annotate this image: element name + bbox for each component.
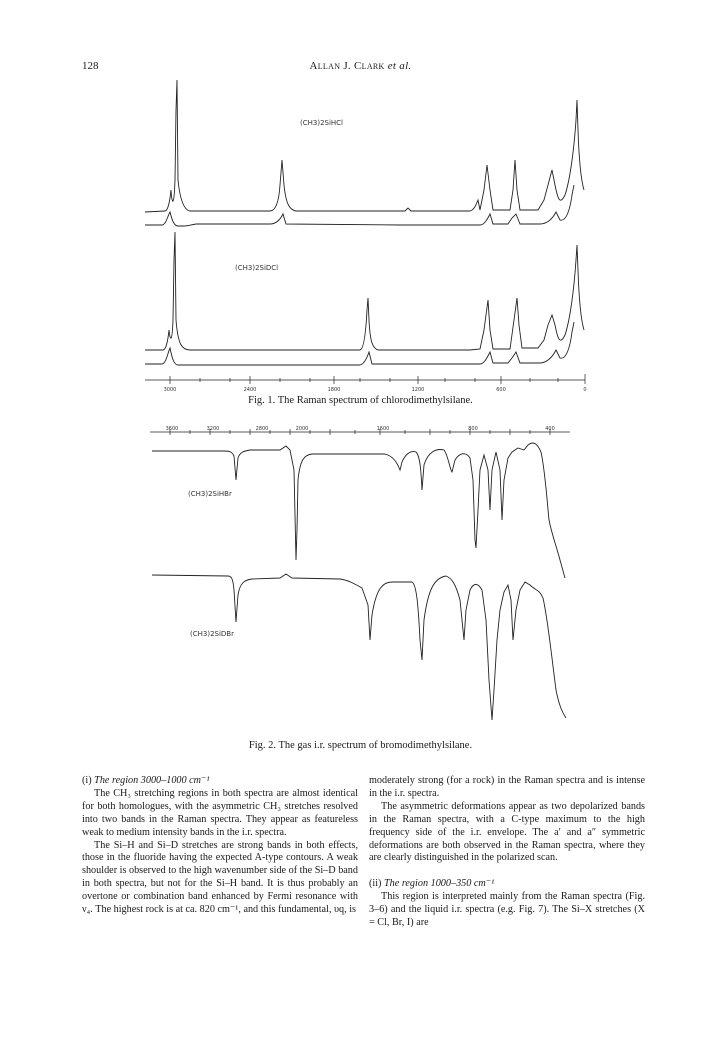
paragraph: This region is interpreted mainly from the Raman spectra (Fig. 3–6) and the liquid i.r. spectra (e.g. Fig. 7). The Si–X stretches (X = Cl, Br, I) are (369, 891, 645, 929)
ir-label-dbr: (CH3)2SiDBr (190, 630, 234, 638)
raman-label-hcl: (CH3)2SiHCl (300, 119, 344, 127)
paragraph: The Si–H and Si–D stretches are strong bands in both effects, those in the fluoride having the expected A-type contours. A weak shoulder is observed to the high wavenumber side of the Si–D band in both spectra, but not for the Si–H band. It is thus probably an overtone or combination band enhanced by Fermi resonance with ν₄. The highest rock is at ca. 820 cm⁻¹, and this fundamental, υq, is (82, 839, 358, 916)
ir-label-hbr: (CH3)2SiHBr (188, 490, 232, 498)
raman-tick-label: 1800 (327, 387, 341, 393)
raman-tick-label: 2400 (243, 387, 257, 393)
ir-tick-label: 2800 (255, 426, 269, 432)
raman-tick-label: 3000 (163, 387, 177, 393)
raman-tick-label: 1200 (411, 387, 425, 393)
ir-tick-label: 3600 (165, 426, 179, 432)
ir-tick-label: 800 (468, 426, 478, 432)
ir-tick-label: 400 (545, 426, 555, 432)
figure-1-caption: Fig. 1. The Raman spectrum of chlorodimethylsilane. (248, 395, 473, 406)
running-head-author: Allan J. Clark (309, 60, 385, 72)
right-column (369, 775, 645, 930)
ir-tick-label: 3200 (206, 426, 220, 432)
raman-tick-label: 0 (583, 387, 587, 393)
running-head-etal: et al. (387, 60, 412, 72)
ir-tick-label: 2000 (295, 426, 309, 432)
raman-tick-label: 600 (496, 387, 506, 393)
ir-tick-label: 1600 (376, 426, 390, 432)
section-heading-region-ii: (ii) The region 1000–350 cm⁻¹ (369, 878, 495, 890)
ir-dbr-trace (152, 574, 566, 720)
raman-label-dcl: (CH3)2SiDCl (235, 264, 279, 272)
ir-hbr-trace (152, 443, 565, 578)
paragraph: The asymmetric deformations appear as two depolarized bands in the Raman spectra, with a C-type maximum to the high frequency side of the i.r. envelope. The a′ and a″ symmetric deformations are both observed in the Raman spectra, where they are clearly distinguished in the polarized scan. (369, 800, 645, 864)
section-heading-region-i: (i) The region 3000–1000 cm⁻¹ (82, 775, 210, 786)
page-number: 128 (82, 60, 99, 72)
left-column (82, 775, 358, 917)
paragraph-continuation: moderately strong (for a rock) in the Raman spectra and is intense in the i.r. spectra. (369, 775, 645, 799)
paragraph: The CH₃ stretching regions in both spectra are almost identical for both homologues, with the asymmetric CH₃ stretches resolved into two bands in the Raman spectra. They appear as featureless weak to medium intensity bands in the i.r. spectra. (82, 787, 358, 838)
figure-2-caption: Fig. 2. The gas i.r. spectrum of bromodimethylsilane. (248, 740, 473, 751)
